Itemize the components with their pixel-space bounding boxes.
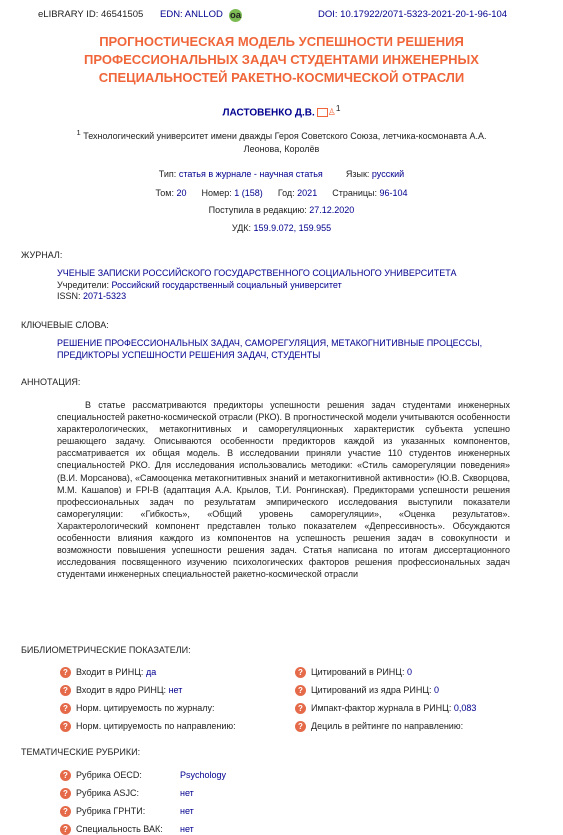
year-value: 2021 xyxy=(297,188,318,198)
metric-impact-factor: ? Импакт-фактор журнала в РИНЦ: 0,083 xyxy=(295,702,476,714)
article-identifiers xyxy=(0,9,563,23)
pages-value: 96-104 xyxy=(379,188,408,198)
rubric-vak: ? Специальность ВАК: нет xyxy=(60,823,194,835)
doi-link[interactable]: DOI: 10.17922/2071-5323-2021-20-1-96-104 xyxy=(318,9,508,20)
help-icon[interactable]: ? xyxy=(295,667,306,678)
rubric-asjc: ? Рубрика ASJC: нет xyxy=(60,787,194,799)
email-icon[interactable] xyxy=(317,108,328,117)
language-value: русский xyxy=(371,169,405,179)
pages-label: Страницы: xyxy=(332,188,377,198)
number-value[interactable]: 1 (158) xyxy=(234,188,263,198)
open-access-icon[interactable]: oa xyxy=(229,10,242,21)
received-value: 27.12.2020 xyxy=(309,205,355,215)
help-icon[interactable]: ? xyxy=(60,824,71,835)
help-icon[interactable]: ? xyxy=(60,703,71,714)
year-label: Год: xyxy=(277,188,295,198)
keywords-heading: КЛЮЧЕВЫЕ СЛОВА: xyxy=(21,320,109,330)
bibliometrics-heading: БИБЛИОМЕТРИЧЕСКИЕ ПОКАЗАТЕЛИ: xyxy=(21,645,191,655)
metric-core-citations: ? Цитирований из ядра РИНЦ: 0 xyxy=(295,684,439,696)
metric-decile: ? Дециль в рейтинге по направлению: xyxy=(295,720,463,732)
help-icon[interactable]: ? xyxy=(60,685,71,696)
metric-norm-direction: ? Норм. цитируемость по направлению: xyxy=(60,720,236,732)
elibrary-id: eLIBRARY ID: 46541505 xyxy=(38,9,144,20)
udk-line xyxy=(0,223,563,233)
number-label: Номер: xyxy=(201,188,232,198)
udk-value[interactable]: 159.9.072, 159.955 xyxy=(253,223,332,233)
metric-core-rinc: ? Входит в ядро РИНЦ: нет xyxy=(60,684,182,696)
annotation-heading: АННОТАЦИЯ: xyxy=(21,377,81,387)
journal-heading: ЖУРНАЛ: xyxy=(21,250,63,260)
rubric-grnti: ? Рубрика ГРНТИ: нет xyxy=(60,805,194,817)
affiliation-ref: 1 xyxy=(76,128,81,137)
journal-block xyxy=(57,268,517,303)
rubric-oecd: ? Рубрика OECD: Psychology xyxy=(60,769,226,781)
help-icon[interactable]: ? xyxy=(60,770,71,781)
received-line xyxy=(0,205,563,215)
founder-label: Учредители: xyxy=(57,279,110,290)
help-icon[interactable]: ? xyxy=(60,788,71,799)
help-icon[interactable]: ? xyxy=(60,721,71,732)
affiliation-text: Технологический университет имени дважды Героя Советского Союза, летчика-космонавта А.А. Леонова, Королёв xyxy=(83,131,487,154)
issn-label: ISSN: xyxy=(57,291,81,301)
rubrics-heading: ТЕМАТИЧЕСКИЕ РУБРИКИ: xyxy=(21,747,141,757)
type-label: Тип: xyxy=(158,169,177,179)
author-line xyxy=(0,103,563,118)
person-icon[interactable]: ♙ xyxy=(327,107,336,118)
article-type-line xyxy=(0,169,563,179)
help-icon[interactable]: ? xyxy=(295,721,306,732)
issue-line xyxy=(0,188,563,198)
article-title: ПРОГНОСТИЧЕСКАЯ МОДЕЛЬ УСПЕШНОСТИ РЕШЕНИЯ ПРОФЕССИОНАЛЬНЫХ ЗАДАЧ СТУДЕНТАМИ ИНЖЕНЕРНЫХ СПЕЦИАЛЬНОСТЕЙ РАКЕТНО-КОСМИЧЕСКОЙ ОТРАСЛИ xyxy=(84,34,479,85)
affiliation xyxy=(60,126,503,156)
metric-norm-journal: ? Норм. цитируемость по журналу: xyxy=(60,702,214,714)
help-icon[interactable]: ? xyxy=(60,667,71,678)
received-label: Поступила в редакцию: xyxy=(208,205,307,215)
volume-label: Том: xyxy=(155,188,174,198)
volume-value[interactable]: 20 xyxy=(176,188,187,198)
help-icon[interactable]: ? xyxy=(295,703,306,714)
metric-rinc: ? Входит в РИНЦ: да xyxy=(60,666,156,678)
type-value: статья в журнале - научная статья xyxy=(178,169,323,179)
keywords-list[interactable]: РЕШЕНИЕ ПРОФЕССИОНАЛЬНЫХ ЗАДАЧ, САМОРЕГУЛЯЦИЯ, МЕТАКОГНИТИВНЫЕ ПРОЦЕССЫ, ПРЕДИКТОРЫ УСПЕШНОСТИ РЕШЕНИЯ ЗАДАЧ, СТУДЕНТЫ xyxy=(57,338,483,360)
journal-name-link[interactable]: УЧЕНЫЕ ЗАПИСКИ РОССИЙСКОГО ГОСУДАРСТВЕННОГО СОЦИАЛЬНОГО УНИВЕРСИТЕТА xyxy=(57,268,457,278)
edn-link[interactable]: EDN: ANLLOD xyxy=(160,9,223,20)
author-affiliation-ref: 1 xyxy=(335,103,341,113)
founder-link[interactable]: Российский государственный социальный университет xyxy=(111,279,342,290)
language-label: Язык: xyxy=(345,169,370,179)
author-name[interactable]: ЛАСТОВЕНКО Д.В. xyxy=(222,107,315,119)
annotation-text: В статье рассматриваются предикторы успешности решения задач студентами инженерных специальностей ракетно-космической отрасли (РКО). В прогностической модели учитываются особенности характерологических, метакогнитивных и саморегуляционных характеристик субъекта успешно решающего задачу. Описываются особенности предикторов каждой из указанных компонентов, рассматривается их общая модель. В исследовании приняли участие 110 студентов инженерных специальностей РКО. Для исследования использовались методики: «Стиль саморегуляции поведения» (В.И. Морсанова), «Самооценка метакогнитивных знаний и метакогнитивной активности» (Ю.В. Скворцова, М.М. Кашапов) и FPI-B (адаптация А.А. Крылов, Т.И. Ронгинская). Предикторами успешности решения профессиональных задач по результатам эмпирического исследования выступили показатели саморегуляции: «Гибкость», «Общий уровень саморегуляции», «Оценка результатов». Характерологический компонент представлен только показателем «Депрессивность». Обсуждаются особенности влияния каждого из компонентов на успешность решения задач в совокупности и возможности повышения успешности решения задач. Статья написана по итогам диссертационного исследования посвященного изучению психологических факторов решения профессиональных задач студентами инженерных специальностей ракетно-космической отрасли xyxy=(57,400,510,580)
udk-label: УДК: xyxy=(231,223,252,233)
metric-citations: ? Цитирований в РИНЦ: 0 xyxy=(295,666,412,678)
help-icon[interactable]: ? xyxy=(60,806,71,817)
help-icon[interactable]: ? xyxy=(295,685,306,696)
issn-value: 2071-5323 xyxy=(83,291,127,301)
